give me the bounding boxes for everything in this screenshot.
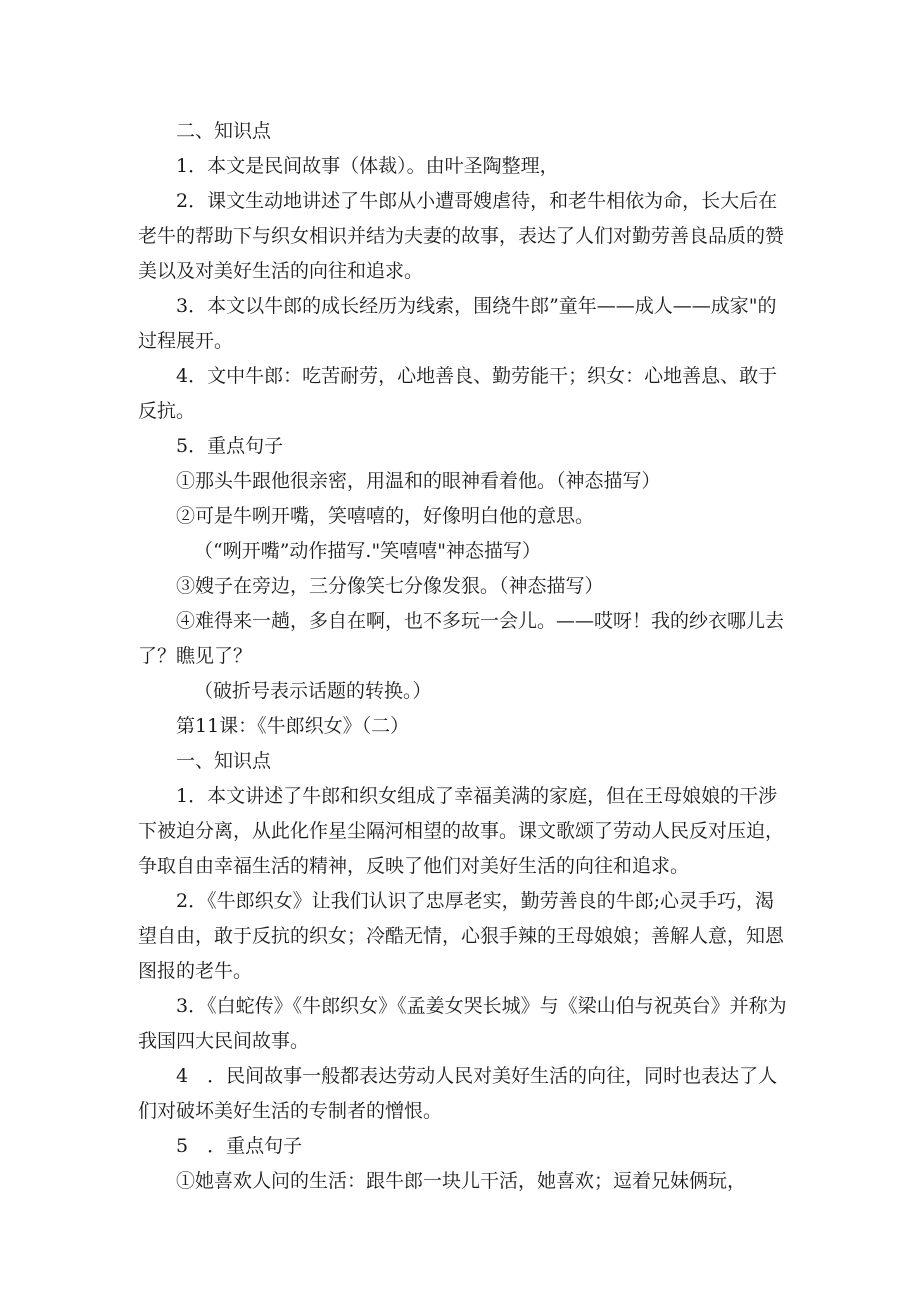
document-body bbox=[138, 114, 790, 1199]
key-sentence: ①那头牛跟他很亲密，用温和的眼神看着他。（神态描写） bbox=[176, 470, 661, 492]
knowledge-point: 4．文中牛郎：吃苦耐劳，心地善良、勤劳能干；织女：心地善息、敢于反抗。 bbox=[138, 365, 778, 422]
section-heading: 二、知识点 bbox=[176, 120, 272, 142]
knowledge-point: 5．重点句子 bbox=[176, 435, 284, 457]
knowledge-point: 1．本文是民间故事（体裁）。由叶圣陶整理， bbox=[176, 155, 559, 177]
knowledge-point: 5 ．重点句子 bbox=[176, 1135, 303, 1157]
key-sentence: ④难得来一趟，多自在啊，也不多玩一会儿。——哎呀！我的纱衣哪儿去了？瞧见了？ bbox=[138, 610, 785, 667]
key-sentence: ③嫂子在旁边，三分像笑七分像发狠。（神态描写） bbox=[176, 575, 604, 597]
knowledge-point: 2．《牛郎织女》让我们认识了忠厚老实，勤劳善良的牛郎;心灵手巧，渴望自由，敢于反抗的织女；冷酷无情，心狠手辣的王母娘娘；善解人意，知恩图报的老牛。 bbox=[138, 890, 785, 982]
section-heading: 一、知识点 bbox=[176, 750, 272, 772]
key-sentence-note: （破折号表示话题的转换。） bbox=[194, 680, 432, 702]
key-sentence-note: （“咧开嘴”动作描写."笑嘻嘻"神态描写） bbox=[194, 540, 541, 562]
lesson-title: 第11课：《牛郎织女》（二） bbox=[176, 715, 410, 737]
knowledge-point: 4 ．民间故事一般都表达劳动人民对美好生活的向往，同时也表达了人们对破坏美好生活的专制者的憎恨。 bbox=[138, 1065, 778, 1122]
knowledge-point: 2．课文生动地讲述了牛郎从小遭哥嫂虐待，和老牛相依为命，长大后在老牛的帮助下与织女相识并结为夫妻的故事，表达了人们对勤劳善良品质的赞美以及对美好生活的向往和追求。 bbox=[138, 190, 785, 282]
knowledge-point: 3．本文以牛郎的成长经历为线索，围绕牛郎”童年——成人——成家"的过程展开。 bbox=[138, 295, 777, 352]
key-sentence: ①她喜欢人问的生活：跟牛郎一块儿干活，她喜欢；逗着兄妹俩玩， bbox=[176, 1170, 747, 1192]
knowledge-point: 1．本文讲述了牛郎和织女组成了幸福美满的家庭，但在王母娘娘的干涉下被迫分离，从此化作星尘隔河相望的故事。课文歌颂了劳动人民反对压迫，争取自由幸福生活的精神，反映了他们对美好生活的向往和追求。 bbox=[138, 785, 785, 877]
knowledge-point: 3．《白蛇传》《牛郎织女》《孟姜女哭长城》与《梁山伯与祝英台》并称为我国四大民间故事。 bbox=[138, 995, 787, 1052]
key-sentence: ②可是牛咧开嘴，笑嘻嘻的，好像明白他的意思。 bbox=[176, 505, 595, 527]
